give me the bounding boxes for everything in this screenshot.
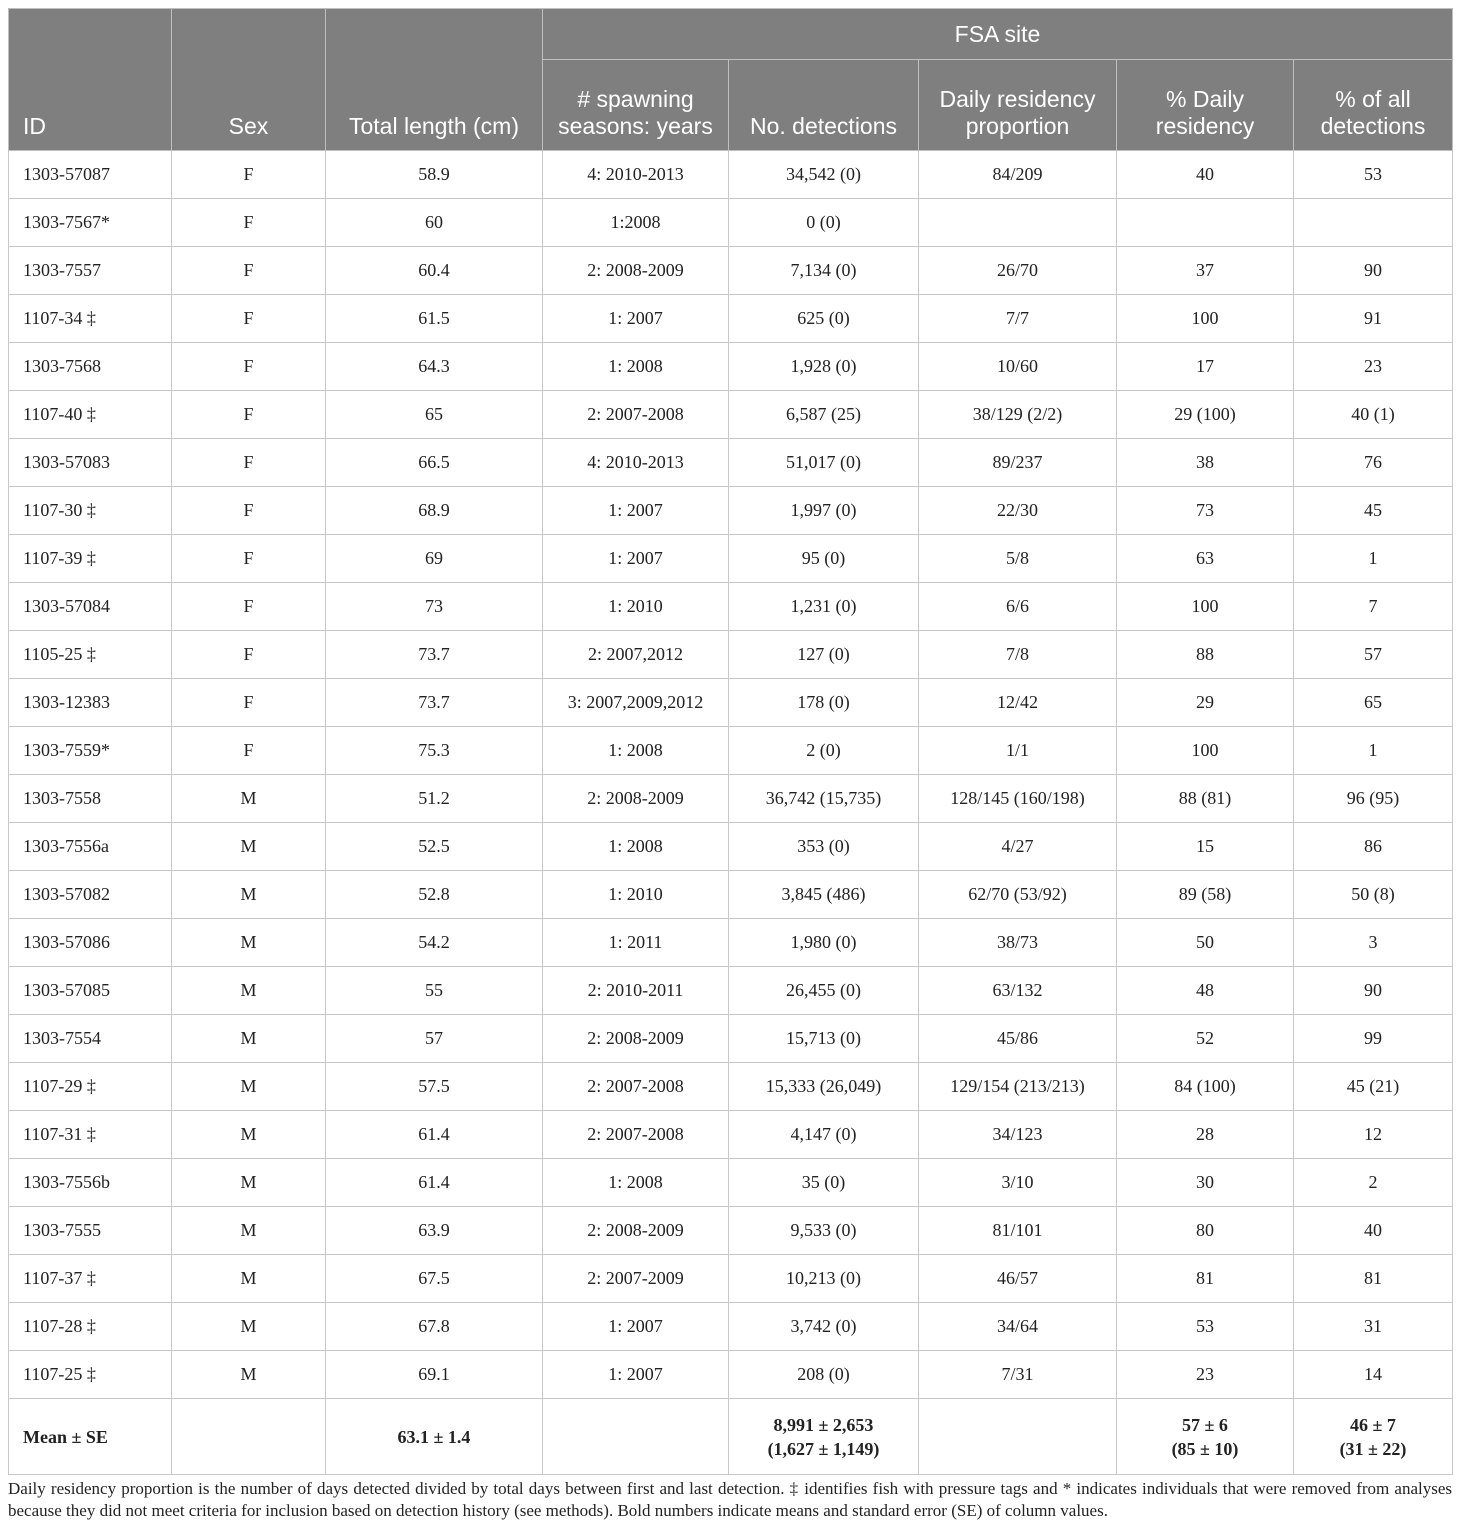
cell-pct-daily: 48 [1117,967,1294,1015]
table-row [9,295,1453,343]
cell-seasons: 1: 2008 [543,823,729,871]
table-row [9,487,1453,535]
cell-residency-proportion: 128/145 (160/198) [919,775,1117,823]
cell-total-length: 55 [326,967,543,1015]
cell-pct-daily: 28 [1117,1111,1294,1159]
cell-pct-daily: 100 [1117,727,1294,775]
cell-sex: F [172,343,326,391]
cell-pct-all: 3 [1294,919,1453,967]
cell-residency-proportion: 38/73 [919,919,1117,967]
cell-sex: M [172,1255,326,1303]
cell-sex: M [172,1063,326,1111]
cell-sex: M [172,823,326,871]
cell-pct-all: 23 [1294,343,1453,391]
table-row [9,535,1453,583]
cell-pct-all: 7 [1294,583,1453,631]
cell-sex: M [172,919,326,967]
cell-total-length: 69.1 [326,1351,543,1399]
cell-pct-daily: 80 [1117,1207,1294,1255]
cell-id: 1105-25 ‡ [9,631,172,679]
cell-id: 1303-7554 [9,1015,172,1063]
cell-sex: F [172,535,326,583]
cell-total-length: 60.4 [326,247,543,295]
cell-residency-proportion: 4/27 [919,823,1117,871]
cell-total-length: 51.2 [326,775,543,823]
cell-pct-all: 31 [1294,1303,1453,1351]
cell-detections: 7,134 (0) [729,247,919,295]
cell-residency-proportion: 3/10 [919,1159,1117,1207]
cell-id: 1107-39 ‡ [9,535,172,583]
cell-id: 1107-31 ‡ [9,1111,172,1159]
cell-seasons: 2: 2007-2008 [543,1111,729,1159]
cell-sex: M [172,1207,326,1255]
cell-total-length: 65 [326,391,543,439]
mean-seasons [543,1399,729,1475]
header-sex: Sex [172,9,326,151]
cell-pct-daily: 40 [1117,151,1294,199]
table-row [9,343,1453,391]
cell-seasons: 3: 2007,2009,2012 [543,679,729,727]
cell-detections: 15,333 (26,049) [729,1063,919,1111]
cell-detections: 95 (0) [729,535,919,583]
cell-id: 1303-57082 [9,871,172,919]
cell-pct-daily: 89 (58) [1117,871,1294,919]
cell-detections: 34,542 (0) [729,151,919,199]
cell-sex: F [172,391,326,439]
cell-id: 1303-57084 [9,583,172,631]
cell-pct-all: 86 [1294,823,1453,871]
table-row [9,919,1453,967]
cell-detections: 35 (0) [729,1159,919,1207]
cell-pct-all [1294,199,1453,247]
cell-total-length: 58.9 [326,151,543,199]
mean-residency-proportion [919,1399,1117,1475]
cell-detections: 6,587 (25) [729,391,919,439]
cell-sex: F [172,295,326,343]
cell-seasons: 1: 2008 [543,1159,729,1207]
cell-pct-all: 40 [1294,1207,1453,1255]
table-row [9,1015,1453,1063]
cell-residency-proportion: 7/31 [919,1351,1117,1399]
cell-residency-proportion: 63/132 [919,967,1117,1015]
cell-id: 1107-29 ‡ [9,1063,172,1111]
mean-total-length: 63.1 ± 1.4 [326,1399,543,1475]
cell-pct-all: 1 [1294,535,1453,583]
cell-pct-all: 2 [1294,1159,1453,1207]
cell-total-length: 57 [326,1015,543,1063]
cell-residency-proportion: 7/8 [919,631,1117,679]
cell-detections: 1,997 (0) [729,487,919,535]
cell-detections: 127 (0) [729,631,919,679]
table-row [9,199,1453,247]
cell-detections: 1,231 (0) [729,583,919,631]
cell-sex: M [172,1111,326,1159]
cell-pct-all: 14 [1294,1351,1453,1399]
cell-detections: 3,845 (486) [729,871,919,919]
table-row [9,1255,1453,1303]
cell-pct-daily: 63 [1117,535,1294,583]
cell-id: 1107-25 ‡ [9,1351,172,1399]
cell-pct-all: 99 [1294,1015,1453,1063]
cell-total-length: 73.7 [326,631,543,679]
cell-sex: M [172,1303,326,1351]
cell-residency-proportion: 5/8 [919,535,1117,583]
cell-pct-daily: 15 [1117,823,1294,871]
detections-table [8,8,1453,1475]
mean-detections-line1: 8,991 ± 2,653 [773,1414,874,1435]
cell-seasons: 2: 2008-2009 [543,1207,729,1255]
cell-detections: 2 (0) [729,727,919,775]
table-row [9,727,1453,775]
cell-seasons: 2: 2008-2009 [543,247,729,295]
cell-detections: 9,533 (0) [729,1207,919,1255]
cell-sex: F [172,727,326,775]
table-row [9,1111,1453,1159]
cell-pct-daily: 17 [1117,343,1294,391]
mean-pct-all-line1: 46 ± 7 [1350,1414,1396,1435]
cell-residency-proportion: 129/154 (213/213) [919,1063,1117,1111]
header-detections: No. detections [729,60,919,151]
cell-seasons: 1: 2010 [543,871,729,919]
cell-seasons: 1: 2007 [543,487,729,535]
cell-detections: 26,455 (0) [729,967,919,1015]
cell-total-length: 67.8 [326,1303,543,1351]
cell-id: 1303-7556b [9,1159,172,1207]
cell-pct-all: 65 [1294,679,1453,727]
cell-pct-daily: 30 [1117,1159,1294,1207]
cell-total-length: 67.5 [326,1255,543,1303]
cell-total-length: 63.9 [326,1207,543,1255]
cell-id: 1303-57083 [9,439,172,487]
cell-seasons: 1: 2007 [543,295,729,343]
cell-residency-proportion: 81/101 [919,1207,1117,1255]
cell-seasons: 1: 2007 [543,535,729,583]
cell-sex: F [172,583,326,631]
header-id: ID [9,9,172,151]
cell-detections: 10,213 (0) [729,1255,919,1303]
cell-detections: 15,713 (0) [729,1015,919,1063]
cell-detections: 51,017 (0) [729,439,919,487]
mean-detections-line2: (1,627 ± 1,149) [767,1438,880,1459]
cell-pct-all: 53 [1294,151,1453,199]
cell-sex: M [172,775,326,823]
cell-pct-all: 76 [1294,439,1453,487]
cell-pct-daily: 38 [1117,439,1294,487]
cell-detections: 178 (0) [729,679,919,727]
mean-detections [729,1399,919,1475]
cell-total-length: 60 [326,199,543,247]
cell-pct-all: 57 [1294,631,1453,679]
cell-pct-daily: 37 [1117,247,1294,295]
cell-sex: F [172,199,326,247]
table-row [9,1351,1453,1399]
cell-residency-proportion: 45/86 [919,1015,1117,1063]
mean-pct-daily-line2: (85 ± 10) [1171,1438,1239,1459]
cell-id: 1303-12383 [9,679,172,727]
table-container [8,8,1452,1475]
cell-detections: 0 (0) [729,199,919,247]
cell-total-length: 66.5 [326,439,543,487]
cell-total-length: 61.5 [326,295,543,343]
cell-sex: F [172,487,326,535]
cell-pct-all: 91 [1294,295,1453,343]
mean-pct-daily [1117,1399,1294,1475]
cell-pct-all: 45 [1294,487,1453,535]
cell-residency-proportion [919,199,1117,247]
table-row [9,439,1453,487]
cell-pct-daily: 52 [1117,1015,1294,1063]
header-total-length: Total length (cm) [326,9,543,151]
cell-detections: 353 (0) [729,823,919,871]
table-body [9,151,1453,1475]
cell-sex: F [172,151,326,199]
mean-pct-all-line2: (31 ± 22) [1339,1438,1407,1459]
cell-seasons: 2: 2007-2009 [543,1255,729,1303]
cell-pct-all: 1 [1294,727,1453,775]
mean-pct-daily-line1: 57 ± 6 [1182,1414,1228,1435]
cell-pct-all: 45 (21) [1294,1063,1453,1111]
cell-id: 1303-7558 [9,775,172,823]
mean-sex [172,1399,326,1475]
cell-total-length: 64.3 [326,343,543,391]
cell-id: 1107-37 ‡ [9,1255,172,1303]
cell-sex: F [172,247,326,295]
cell-id: 1107-30 ‡ [9,487,172,535]
cell-detections: 4,147 (0) [729,1111,919,1159]
cell-pct-all: 90 [1294,967,1453,1015]
table-row [9,583,1453,631]
cell-detections: 3,742 (0) [729,1303,919,1351]
table-row [9,775,1453,823]
cell-pct-daily: 53 [1117,1303,1294,1351]
cell-id: 1303-7555 [9,1207,172,1255]
cell-residency-proportion: 6/6 [919,583,1117,631]
cell-pct-daily: 100 [1117,295,1294,343]
cell-detections: 1,980 (0) [729,919,919,967]
cell-residency-proportion: 22/30 [919,487,1117,535]
cell-seasons: 1: 2007 [543,1303,729,1351]
cell-residency-proportion: 38/129 (2/2) [919,391,1117,439]
cell-seasons: 2: 2007-2008 [543,391,729,439]
cell-id: 1303-7559* [9,727,172,775]
cell-pct-daily: 81 [1117,1255,1294,1303]
cell-id: 1107-34 ‡ [9,295,172,343]
cell-seasons: 1: 2011 [543,919,729,967]
header-group-fsa-site: FSA site [543,9,1453,60]
cell-residency-proportion: 62/70 (53/92) [919,871,1117,919]
header-pct-daily-residency: % Daily residency [1117,60,1294,151]
table-row [9,247,1453,295]
cell-total-length: 52.5 [326,823,543,871]
cell-pct-all: 96 (95) [1294,775,1453,823]
cell-total-length: 68.9 [326,487,543,535]
cell-total-length: 52.8 [326,871,543,919]
cell-pct-daily: 29 [1117,679,1294,727]
cell-total-length: 61.4 [326,1111,543,1159]
cell-total-length: 69 [326,535,543,583]
cell-sex: M [172,871,326,919]
cell-total-length: 73.7 [326,679,543,727]
cell-pct-all: 81 [1294,1255,1453,1303]
cell-total-length: 57.5 [326,1063,543,1111]
cell-total-length: 75.3 [326,727,543,775]
cell-pct-all: 40 (1) [1294,391,1453,439]
table-row [9,967,1453,1015]
table-row [9,871,1453,919]
cell-id: 1303-7567* [9,199,172,247]
table-row [9,151,1453,199]
cell-id: 1303-57085 [9,967,172,1015]
cell-seasons: 1: 2008 [543,727,729,775]
cell-seasons: 1:2008 [543,199,729,247]
cell-seasons: 1: 2007 [543,1351,729,1399]
cell-pct-all: 50 (8) [1294,871,1453,919]
cell-id: 1303-7557 [9,247,172,295]
table-row [9,1159,1453,1207]
header-pct-all-detections: % of all detections [1294,60,1453,151]
cell-sex: M [172,1351,326,1399]
cell-residency-proportion: 34/64 [919,1303,1117,1351]
cell-sex: M [172,1159,326,1207]
cell-residency-proportion: 89/237 [919,439,1117,487]
mean-pct-all [1294,1399,1453,1475]
cell-detections: 36,742 (15,735) [729,775,919,823]
cell-seasons: 2: 2008-2009 [543,1015,729,1063]
cell-residency-proportion: 1/1 [919,727,1117,775]
cell-id: 1107-40 ‡ [9,391,172,439]
cell-seasons: 2: 2007-2008 [543,1063,729,1111]
cell-id: 1303-57086 [9,919,172,967]
table-row [9,679,1453,727]
cell-pct-daily: 23 [1117,1351,1294,1399]
cell-total-length: 61.4 [326,1159,543,1207]
cell-seasons: 2: 2008-2009 [543,775,729,823]
cell-residency-proportion: 84/209 [919,151,1117,199]
cell-residency-proportion: 12/42 [919,679,1117,727]
table-row [9,1303,1453,1351]
cell-pct-daily: 29 (100) [1117,391,1294,439]
cell-pct-daily: 88 (81) [1117,775,1294,823]
cell-id: 1303-57087 [9,151,172,199]
cell-pct-daily: 73 [1117,487,1294,535]
cell-pct-daily: 100 [1117,583,1294,631]
cell-pct-all: 90 [1294,247,1453,295]
table-row [9,631,1453,679]
cell-sex: M [172,967,326,1015]
cell-seasons: 4: 2010-2013 [543,151,729,199]
header-residency-proportion: Daily residency proportion [919,60,1117,151]
cell-detections: 625 (0) [729,295,919,343]
table-footnote: Daily residency proportion is the number of days detected divided by total days between first and last detection. ‡ identifies fish with pressure tags and * indicates individuals that were removed from analyses because they did not meet criteria for inclusion based on detection history (see methods). Bold numbers indicate means and standard error (SE) of column values. [8,1479,1452,1520]
table-row [9,391,1453,439]
cell-sex: F [172,631,326,679]
header-spawning-seasons: # spawning seasons: years [543,60,729,151]
cell-sex: F [172,679,326,727]
cell-total-length: 73 [326,583,543,631]
cell-seasons: 4: 2010-2013 [543,439,729,487]
cell-total-length: 54.2 [326,919,543,967]
cell-seasons: 1: 2008 [543,343,729,391]
cell-residency-proportion: 46/57 [919,1255,1117,1303]
cell-residency-proportion: 7/7 [919,295,1117,343]
cell-seasons: 2: 2007,2012 [543,631,729,679]
cell-pct-daily: 84 (100) [1117,1063,1294,1111]
cell-id: 1107-28 ‡ [9,1303,172,1351]
cell-residency-proportion: 10/60 [919,343,1117,391]
cell-pct-all: 12 [1294,1111,1453,1159]
cell-pct-daily: 50 [1117,919,1294,967]
cell-pct-daily [1117,199,1294,247]
mean-label: Mean ± SE [9,1399,172,1475]
table-row [9,1207,1453,1255]
cell-seasons: 1: 2010 [543,583,729,631]
cell-seasons: 2: 2010-2011 [543,967,729,1015]
cell-detections: 1,928 (0) [729,343,919,391]
cell-detections: 208 (0) [729,1351,919,1399]
cell-residency-proportion: 34/123 [919,1111,1117,1159]
table-row [9,823,1453,871]
cell-residency-proportion: 26/70 [919,247,1117,295]
cell-id: 1303-7556a [9,823,172,871]
cell-sex: F [172,439,326,487]
cell-sex: M [172,1015,326,1063]
mean-row [9,1399,1453,1475]
cell-pct-daily: 88 [1117,631,1294,679]
table-row [9,1063,1453,1111]
cell-id: 1303-7568 [9,343,172,391]
